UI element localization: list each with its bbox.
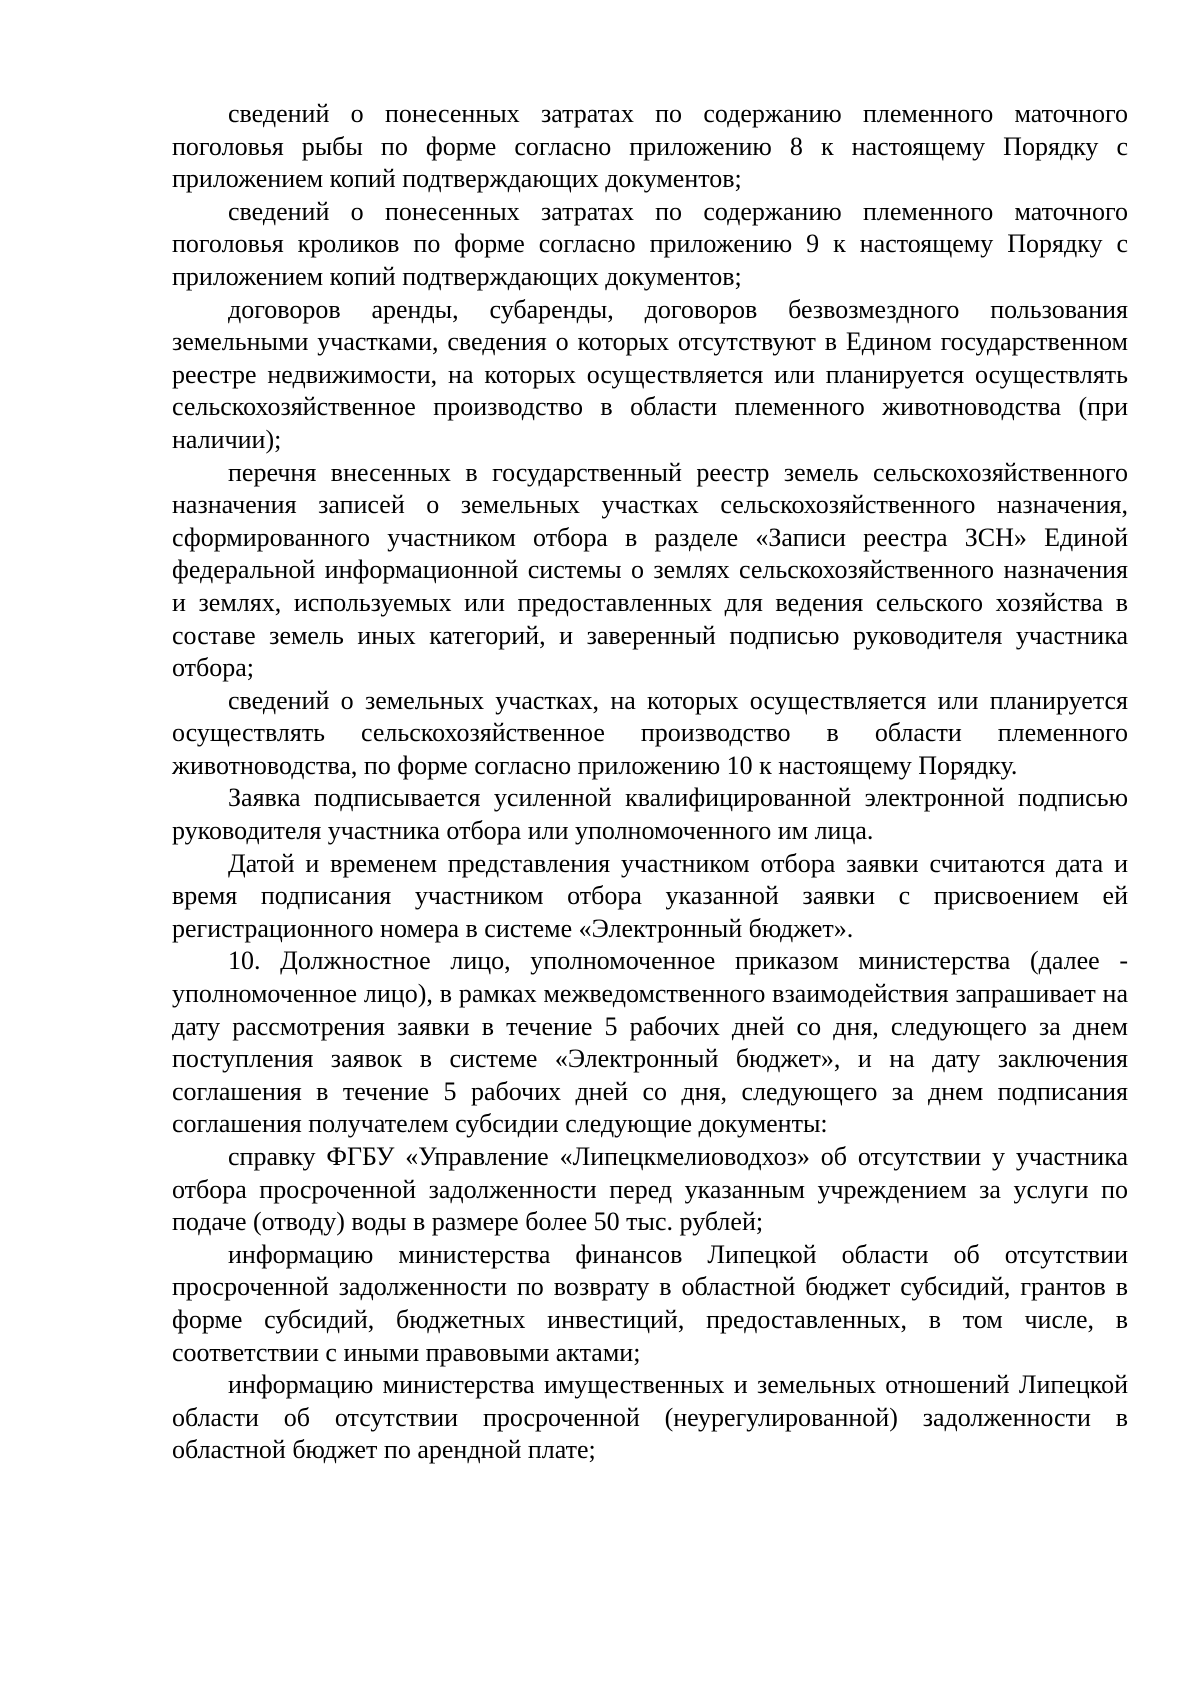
paragraph-section-10: 10. Должностное лицо, уполномоченное приказом министерства (далее - уполномоченное лицо), в рамках межведомственного взаимодействия запрашивает на дату рассмотрения заявки в течение 5 рабочих дней со дня, следующего за днем поступления заявок в системе «Электронный бюджет», и на дату заключения соглашения в течение 5 рабочих дней со дня, следующего за днем подписания соглашения получателем субсидии следующие документы: xyxy=(172,946,1128,1139)
paragraph-property-info: информацию министерства имущественных и земельных отношений Липецкой области об отсутствии просроченной (неурегулированной) задолженности в областной бюджет по арендной плате; xyxy=(172,1370,1128,1465)
paragraph-land-plots: сведений о земельных участках, на которых осуществляется или планируется осуществлять сельскохозяйственное производство в области племенного животноводства, по форме согласно приложению 10 к настоящему Порядку. xyxy=(172,685,1128,780)
paragraph-finance-info: информацию министерства финансов Липецкой области об отсутствии просроченной задолженности по возврату в областной бюджет субсидий, грантов в форме субсидий, бюджетных инвестиций, предоставленных, в том числе, в соответствии с иными правовыми актами; xyxy=(172,1239,1128,1367)
paragraph-application-signature: Заявка подписывается усиленной квалифицированной электронной подписью руководителя участника отбора или уполномоченного им лица. xyxy=(172,783,1128,846)
paragraph-registry-list: перечня внесенных в государственный реестр земель сельскохозяйственного назначения записей о земельных участках сельскохозяйственного назначения, сформированного участником отбора в разделе «Записи реестра ЗСН» Единой федеральной информационной системы о землях сельскохозяйственного назначения и землях, используемых или предоставленных для ведения сельского хозяйства в составе земель иных категорий, и заверенный подписью руководителя участника отбора; xyxy=(172,457,1128,683)
document-page xyxy=(172,98,1128,1467)
paragraph-lease-agreements: договоров аренды, субаренды, договоров безвозмездного пользования земельными участками, сведения о которых отсутствуют в Едином государственном реестре недвижимости, на которых осуществляется или планируется осуществлять сельскохозяйственное производство в области племенного животноводства (при наличии); xyxy=(172,294,1128,454)
paragraph-water-certificate: справку ФГБУ «Управление «Липецкмелиоводхоз» об отсутствии у участника отбора просроченной задолженности перед указанным учреждением за услуги по подаче (отводу) воды в размере более 50 тыс. рублей; xyxy=(172,1142,1128,1237)
paragraph-fish-costs: сведений о понесенных затратах по содержанию племенного маточного поголовья рыбы по форме согласно приложению 8 к настоящему Порядку с приложением копий подтверждающих документов; xyxy=(172,99,1128,194)
paragraph-rabbit-costs: сведений о понесенных затратах по содержанию племенного маточного поголовья кроликов по форме согласно приложению 9 к настоящему Порядку с приложением копий подтверждающих документов; xyxy=(172,196,1128,291)
paragraph-submission-date: Датой и временем представления участником отбора заявки считаются дата и время подписания участником отбора указанной заявки с присвоением ей регистрационного номера в системе «Электронный бюджет». xyxy=(172,848,1128,943)
